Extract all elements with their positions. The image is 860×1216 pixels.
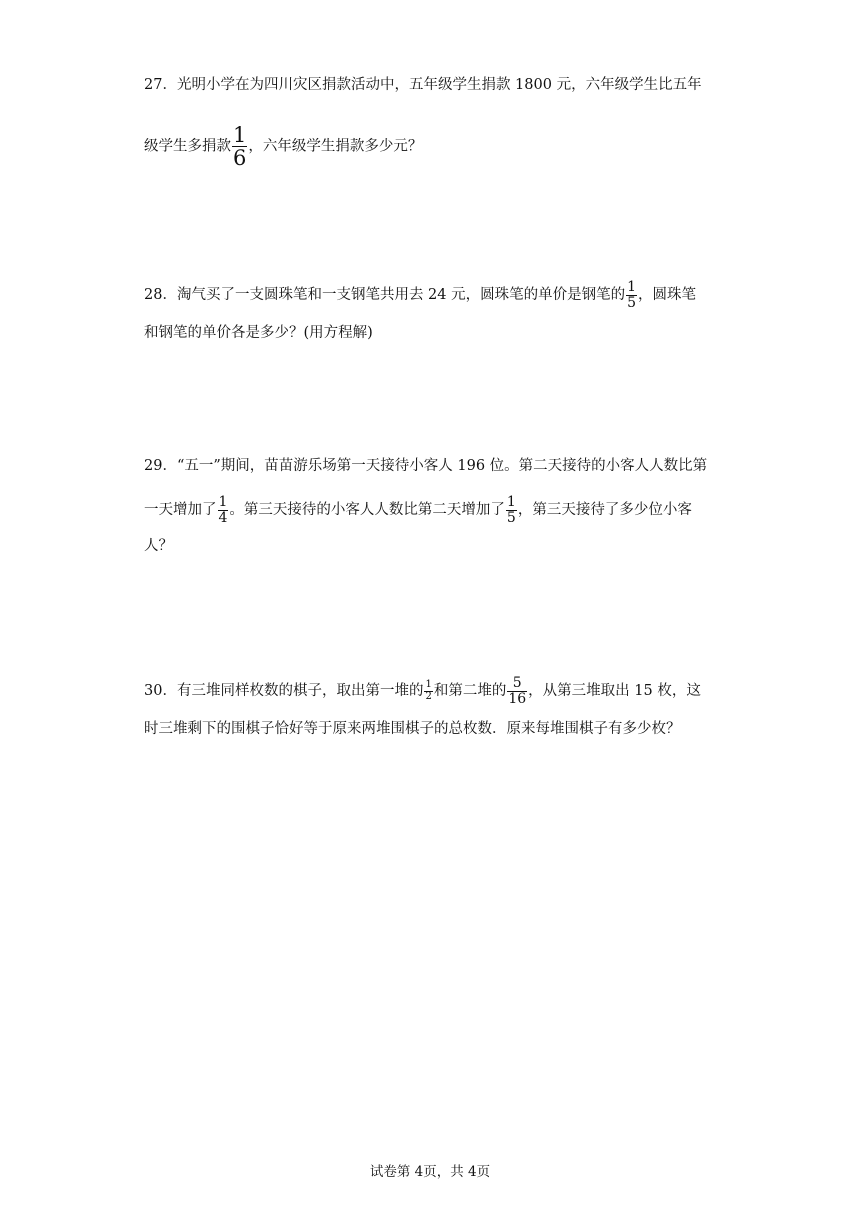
question-27-line-1: 27．光明小学在为四川灾区捐款活动中，五年级学生捐款 1800 元，六年级学生比五年: [144, 77, 702, 93]
fraction-one-sixth: $\frac{1}{6}$: [233, 123, 247, 171]
question-number: 27: [144, 77, 163, 93]
fraction-one-quarter: $\frac{1}{4}$: [218, 494, 228, 526]
question-29-line-1: 29．“五一”期间，苗苗游乐场第一天接待小客人 196 位。第二天接待的小客人人数比第: [144, 458, 708, 474]
fraction-five-sixteenths: $\frac{5}{16}$: [508, 675, 527, 707]
question-number: 29: [144, 458, 163, 474]
question-29-line-2: 一天增加了 $\frac{1}{4}$ 。第三天接待的小客人人数比第二天增加了 $\frac{1}{5}$ ，第三天接待了多少位小客: [144, 494, 692, 526]
question-27-line-2: 级学生多捐款 $\frac{1}{6}$ ，六年级学生捐款多少元？: [144, 123, 423, 171]
question-number: 28: [144, 287, 163, 304]
page-footer: 试卷第 4页，共 4页: [369, 1164, 491, 1180]
question-text: 光明小学在为四川灾区捐款活动中，五年级学生捐款 1800 元，六年级学生比五年: [176, 77, 702, 93]
question-30-line-2: 时三堆剩下的围棋子恰好等于原来两堆围棋子的总枚数．原来每堆围棋子有多少枚？: [144, 721, 681, 737]
question-number: 30: [144, 683, 163, 700]
fraction-one-fifth: $\frac{1}{5}$: [506, 494, 516, 526]
question-30-line-1: 30．有三堆同样枚数的棋子，取出第一堆的 $\frac{1}{2}$ 和第二堆的 $\frac{5}{16}$ ，从第三堆取出 15 枚，这: [144, 675, 701, 707]
question-29-line-3: 人？: [144, 538, 173, 554]
fraction-one-half: $\frac{1}{2}$: [425, 679, 432, 702]
question-28-line-2: 和钢笔的单价各是多少？(用方程解): [144, 325, 373, 341]
question-28-line-1: 28．淘气买了一支圆珠笔和一支钢笔共用去 24 元，圆珠笔的单价是钢笔的 $\frac{1}{5}$ ，圆珠笔: [144, 279, 697, 311]
fraction-one-fifth: $\frac{1}{5}$: [627, 279, 637, 311]
